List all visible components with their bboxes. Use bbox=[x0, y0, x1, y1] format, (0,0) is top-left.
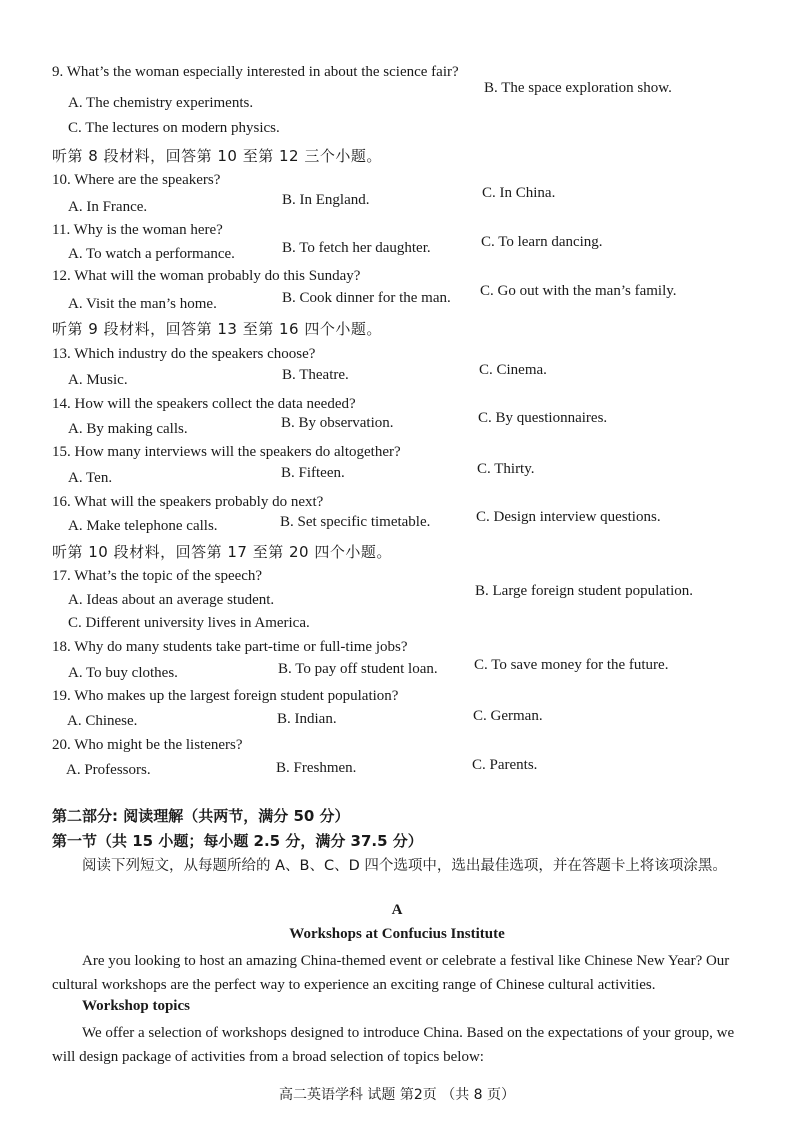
reading-directions: 阅读下列短文，从每题所给的 A、B、C、D 四个选项中，选出最佳选项，并在答题卡上将该项涂黑。 bbox=[82, 858, 727, 874]
question-9-stem: 9. What’s the woman especially interested in about the science fair? bbox=[52, 64, 459, 80]
question-19-option-a: A. Chinese. bbox=[67, 713, 138, 729]
question-11-option-b: B. To fetch her daughter. bbox=[282, 240, 431, 256]
question-18-option-c: C. To save money for the future. bbox=[474, 657, 669, 673]
question-15-option-b: B. Fifteen. bbox=[281, 465, 345, 481]
page-footer: 高二英语学科 试题 第2页 （共 8 页） bbox=[278, 1087, 516, 1103]
question-11-option-a: A. To watch a performance. bbox=[68, 246, 235, 262]
question-20-option-a: A. Professors. bbox=[66, 762, 151, 778]
question-10-option-c: C. In China. bbox=[482, 185, 556, 201]
question-16-option-c: C. Design interview questions. bbox=[476, 509, 661, 525]
question-20-option-c: C. Parents. bbox=[472, 757, 538, 773]
question-19-option-b: B. Indian. bbox=[277, 711, 337, 727]
question-14-option-b: B. By observation. bbox=[281, 415, 394, 431]
question-20-stem: 20. Who might be the listeners? bbox=[52, 737, 243, 753]
passage-letter: A bbox=[391, 902, 403, 918]
question-10-option-b: B. In England. bbox=[282, 192, 370, 208]
question-16-stem: 16. What will the speakers probably do next? bbox=[52, 494, 324, 510]
instruction-material-8: 听第 8 段材料，回答第 10 至第 12 三个小题。 bbox=[52, 147, 382, 165]
instruction-material-9: 听第 9 段材料，回答第 13 至第 16 四个小题。 bbox=[52, 320, 382, 338]
question-13-option-b: B. Theatre. bbox=[282, 367, 349, 383]
passage-paragraph-2: We offer a selection of workshops designed to introduce China. Based on the expectations of your group, we will design package of activities from a broad selection of topics below: bbox=[52, 1025, 735, 1065]
question-18-option-b: B. To pay off student loan. bbox=[278, 661, 438, 677]
question-13-option-a: A. Music. bbox=[68, 372, 128, 388]
question-14-stem: 14. How will the speakers collect the data needed? bbox=[52, 396, 356, 412]
question-10-option-a: A. In France. bbox=[68, 199, 148, 215]
question-20-option-b: B. Freshmen. bbox=[276, 760, 357, 776]
question-13-option-c: C. Cinema. bbox=[479, 362, 547, 378]
question-14-option-a: A. By making calls. bbox=[68, 421, 188, 437]
question-12-option-b: B. Cook dinner for the man. bbox=[282, 290, 451, 306]
question-13-stem: 13. Which industry do the speakers choose? bbox=[52, 346, 316, 362]
part-2-title: 第二部分: 阅读理解（共两节，满分 50 分） bbox=[52, 807, 350, 825]
question-9-option-c: C. The lectures on modern physics. bbox=[68, 120, 280, 136]
question-12-option-a: A. Visit the man’s home. bbox=[68, 296, 217, 312]
question-11-option-c: C. To learn dancing. bbox=[481, 234, 603, 250]
section-1-title: 第一节（共 15 小题；每小题 2.5 分，满分 37.5 分） bbox=[52, 832, 423, 850]
passage-title: Workshops at Confucius Institute bbox=[289, 926, 505, 942]
question-17-stem: 17. What’s the topic of the speech? bbox=[52, 568, 263, 584]
question-18-stem: 18. Why do many students take part-time or full-time jobs? bbox=[52, 639, 408, 655]
question-9-option-a: A. The chemistry experiments. bbox=[68, 95, 254, 111]
question-10-stem: 10. Where are the speakers? bbox=[52, 172, 221, 188]
question-18-option-a: A. To buy clothes. bbox=[68, 665, 178, 681]
passage-paragraph-1: Are you looking to host an amazing China-themed event or celebrate a festival like Chinese New Year? Our cultural workshops are the perfect way to experience an exciting range of Chinese cultural activities. bbox=[52, 953, 730, 993]
question-19-option-c: C. German. bbox=[473, 708, 543, 724]
question-15-option-c: C. Thirty. bbox=[477, 461, 535, 477]
question-12-option-c: C. Go out with the man’s family. bbox=[480, 283, 677, 299]
question-17-option-c: C. Different university lives in America. bbox=[68, 615, 310, 631]
question-16-option-b: B. Set specific timetable. bbox=[280, 514, 431, 530]
question-15-stem: 15. How many interviews will the speakers do altogether? bbox=[52, 444, 401, 460]
question-19-stem: 19. Who makes up the largest foreign student population? bbox=[52, 688, 399, 704]
question-14-option-c: C. By questionnaires. bbox=[478, 410, 608, 426]
question-15-option-a: A. Ten. bbox=[68, 470, 113, 486]
question-17-option-a: A. Ideas about an average student. bbox=[68, 592, 275, 608]
question-11-stem: 11. Why is the woman here? bbox=[52, 222, 223, 238]
question-17-option-b: B. Large foreign student population. bbox=[475, 583, 694, 599]
workshop-topics-heading: Workshop topics bbox=[82, 998, 190, 1014]
question-16-option-a: A. Make telephone calls. bbox=[68, 518, 218, 534]
question-9-option-b: B. The space exploration show. bbox=[484, 80, 672, 96]
question-12-stem: 12. What will the woman probably do this Sunday? bbox=[52, 268, 361, 284]
instruction-material-10: 听第 10 段材料，回答第 17 至第 20 四个小题。 bbox=[52, 543, 392, 561]
